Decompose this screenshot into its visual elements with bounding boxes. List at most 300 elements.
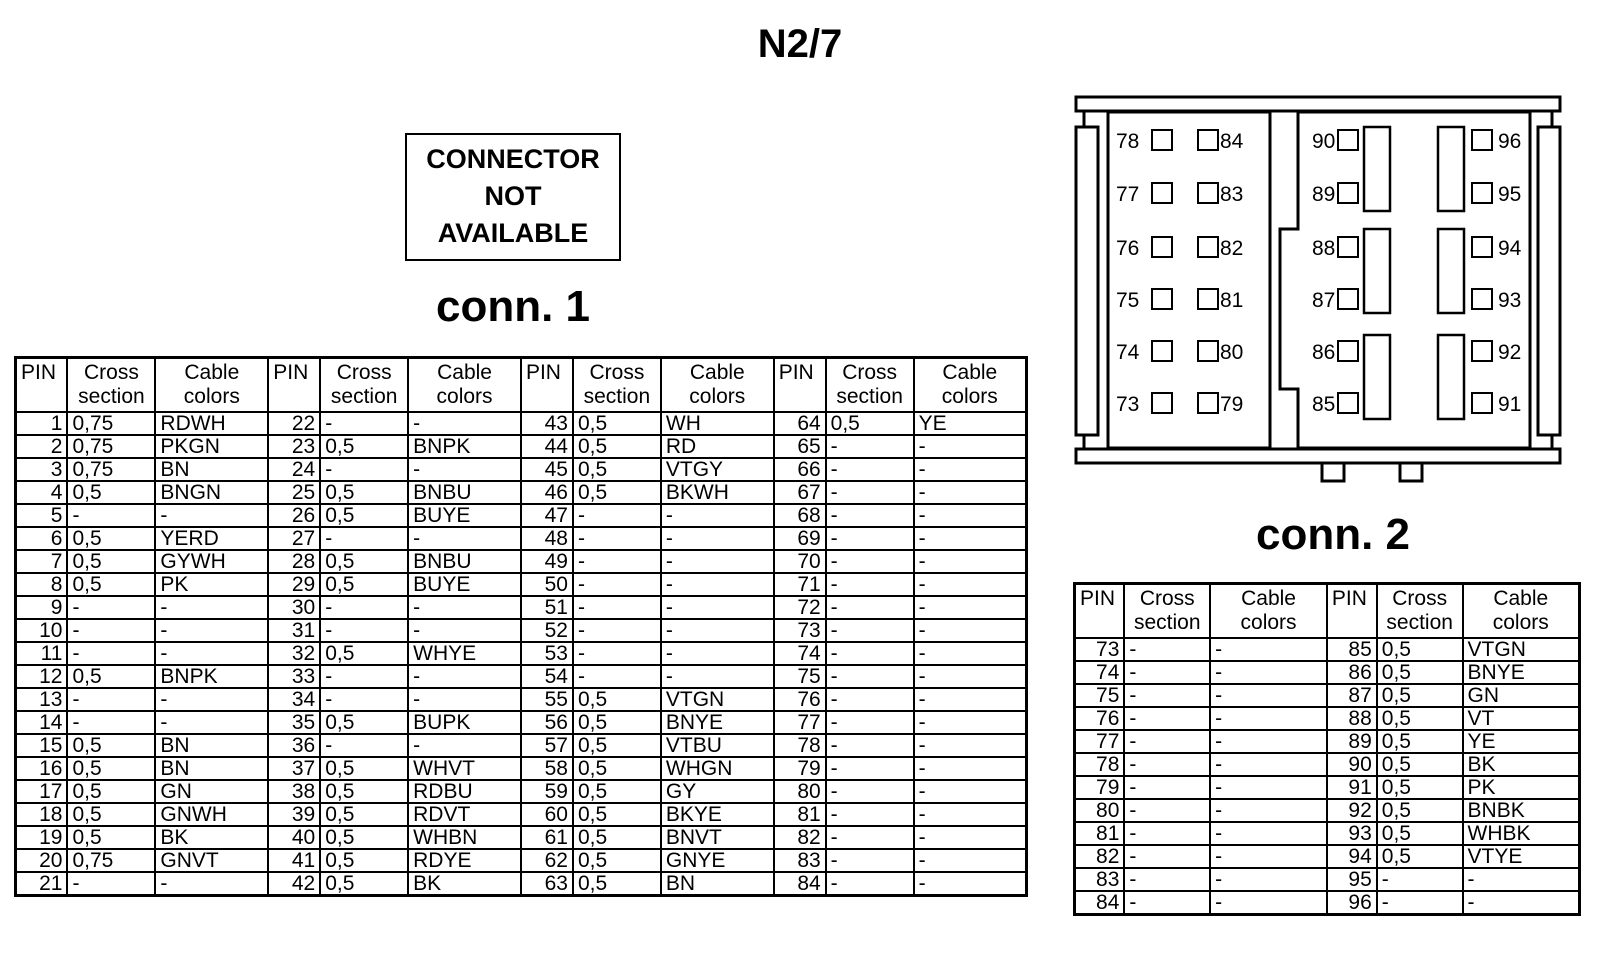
pin-number: 29 [268,573,320,596]
table-row [1075,684,1580,707]
pin-cavity [1338,341,1358,361]
cross-section-value: 0,5 [67,780,155,803]
cross-section-value: - [826,619,914,642]
cross-section-value: - [1124,845,1210,868]
cable-color-value: BN [155,757,268,780]
cross-section-value: - [826,849,914,872]
pin-number: 60 [521,803,573,826]
connector-pinout-diagram [1068,93,1568,485]
cable-color-value: - [1210,799,1327,822]
header-cable-colors [1210,584,1327,639]
cross-section-value: - [826,550,914,573]
cross-section-value: 0,5 [320,711,408,734]
pin-label: 86 [1312,341,1336,364]
header-text: section [583,385,651,408]
cross-section-value: - [1124,661,1210,684]
pin-cavity [1338,130,1358,150]
pin-number: 20 [16,849,68,872]
cross-section-value: 0,5 [1377,845,1463,868]
latch-slot [1438,229,1464,313]
cross-section-value: 0,5 [67,734,155,757]
pin-number: 57 [521,734,573,757]
cross-section-value: - [826,481,914,504]
pin-number: 37 [268,757,320,780]
cable-color-value: YE [914,412,1027,435]
cable-color-value: - [1210,638,1327,661]
pin-number: 17 [16,780,68,803]
pin-number: 11 [16,642,68,665]
pin-number: 74 [774,642,826,665]
pin-number: 88 [1327,707,1377,730]
header-pin: PIN [1327,584,1377,639]
cable-color-value: - [914,711,1027,734]
header-cable-colors [914,358,1027,413]
pin-label: 75 [1116,289,1140,312]
pin-number: 80 [774,780,826,803]
cross-section-value: 0,5 [320,826,408,849]
header-text: colors [1240,611,1297,634]
pin-cavity [1472,341,1492,361]
cable-color-value: - [661,642,774,665]
cross-section-value: 0,5 [1377,684,1463,707]
table-row [16,504,1027,527]
cross-section-value: - [320,412,408,435]
pin-number: 22 [268,412,320,435]
cross-section-value: - [1377,891,1463,915]
pin-number: 83 [1075,868,1125,891]
cross-section-value: - [826,872,914,896]
cable-color-value: - [155,596,268,619]
table-row [16,458,1027,481]
cable-color-value: WHVT [408,757,521,780]
pin-label: 80 [1220,341,1244,364]
cable-color-value: VT [1463,707,1580,730]
cable-color-value: - [1210,730,1327,753]
pin-number: 33 [268,665,320,688]
pin-number: 67 [774,481,826,504]
pin-number: 34 [268,688,320,711]
cross-section-value: - [320,665,408,688]
pin-number: 35 [268,711,320,734]
cable-color-value: WHGN [661,757,774,780]
pin-number: 28 [268,550,320,573]
table-row [16,435,1027,458]
cable-color-value: GN [155,780,268,803]
table-row [1075,638,1580,661]
cross-section-value: 0,5 [1377,730,1463,753]
header-cross-section [573,358,661,413]
pin-cavity [1152,130,1172,150]
pin-number: 48 [521,527,573,550]
cross-section-value: 0,5 [573,412,661,435]
cross-section-value: - [826,435,914,458]
notice-line: AVAILABLE [437,218,589,248]
cable-color-value: - [914,596,1027,619]
table-row [1075,868,1580,891]
pin-number: 15 [16,734,68,757]
cable-color-value: BNGN [155,481,268,504]
cable-color-value: BK [408,872,521,896]
table-row [16,711,1027,734]
cable-color-value: - [914,780,1027,803]
cross-section-value: - [573,504,661,527]
conn1-pin-table [14,356,1028,897]
cross-section-value: 0,5 [320,849,408,872]
cable-color-value: - [408,688,521,711]
cross-section-value: - [826,527,914,550]
pin-number: 50 [521,573,573,596]
housing-key-right [1400,463,1422,481]
pin-label: 94 [1498,237,1522,260]
pin-number: 71 [774,573,826,596]
cross-section-value: 0,5 [67,527,155,550]
cross-section-value: - [826,780,914,803]
cable-color-value: - [1463,891,1580,915]
cable-color-value: - [1210,707,1327,730]
cross-section-value: 0,5 [67,481,155,504]
pin-number: 94 [1327,845,1377,868]
table-row [1075,707,1580,730]
conn2-pin-table [1073,582,1581,916]
pin-number: 32 [268,642,320,665]
cable-color-value: - [1210,776,1327,799]
cable-color-value: BNYE [1463,661,1580,684]
pin-label: 79 [1220,393,1244,416]
cable-color-value: - [408,734,521,757]
table-row [16,780,1027,803]
header-cable-colors [408,358,521,413]
cross-section-value: - [573,665,661,688]
cross-section-value: 0,5 [1377,661,1463,684]
cable-color-value: - [914,849,1027,872]
cable-color-value: BK [1463,753,1580,776]
cross-section-value: - [67,711,155,734]
cable-color-value: GNYE [661,849,774,872]
pin-number: 81 [774,803,826,826]
cable-color-value: - [1210,753,1327,776]
pin-number: 3 [16,458,68,481]
cable-color-value: - [914,665,1027,688]
pin-label: 74 [1116,341,1140,364]
pin-label: 85 [1312,393,1336,416]
pin-number: 44 [521,435,573,458]
header-cross-section [67,358,155,413]
pin-number: 14 [16,711,68,734]
pin-label: 76 [1116,237,1140,260]
pin-cavity [1338,183,1358,203]
cable-color-value: - [914,803,1027,826]
pin-label: 73 [1116,393,1140,416]
cross-section-value: 0,5 [573,849,661,872]
table-row [16,412,1027,435]
pin-cavity [1152,289,1172,309]
pin-number: 24 [268,458,320,481]
cross-section-value: - [67,504,155,527]
pin-number: 8 [16,573,68,596]
pin-cavity [1472,183,1492,203]
pin-number: 40 [268,826,320,849]
latch-slot [1364,229,1390,313]
pin-cavity [1338,393,1358,413]
pin-number: 47 [521,504,573,527]
header-pin: PIN [1075,584,1125,639]
cross-section-value: 0,5 [1377,799,1463,822]
cable-color-value: - [408,412,521,435]
pin-number: 51 [521,596,573,619]
pin-cavity [1472,130,1492,150]
cable-color-value: BNVT [661,826,774,849]
cross-section-value: 0,5 [573,435,661,458]
cross-section-value: - [67,872,155,896]
cable-color-value: - [661,596,774,619]
cable-color-value: BNBK [1463,799,1580,822]
latch-slot [1438,335,1464,419]
header-text: section [1386,611,1453,634]
cross-section-value: 0,5 [320,504,408,527]
cross-section-value: 0,5 [320,642,408,665]
header-pin: PIN [521,358,573,413]
cable-color-value: - [408,596,521,619]
cable-color-value: - [155,642,268,665]
header-text: Cross [589,361,645,384]
cable-color-value: - [914,757,1027,780]
cross-section-value: 0,5 [826,412,914,435]
cable-color-value: BKWH [661,481,774,504]
cable-color-value: - [155,688,268,711]
cable-color-value: RDWH [155,412,268,435]
cross-section-value: 0,5 [320,550,408,573]
cable-color-value: WHBK [1463,822,1580,845]
pin-number: 96 [1327,891,1377,915]
cable-color-value: - [914,458,1027,481]
cable-color-value: BN [155,734,268,757]
cable-color-value: BUYE [408,573,521,596]
cross-section-value: - [573,619,661,642]
cable-color-value: BN [155,458,268,481]
pin-cavity [1198,237,1218,257]
cable-color-value: GNWH [155,803,268,826]
cross-section-value: - [1124,684,1210,707]
header-text: Cable [942,361,998,384]
cable-color-value: PKGN [155,435,268,458]
cross-section-value: - [826,688,914,711]
pin-number: 78 [774,734,826,757]
cable-color-value: - [914,481,1027,504]
cable-color-value: - [914,527,1027,550]
pin-number: 59 [521,780,573,803]
cross-section-value: - [1124,822,1210,845]
pin-cavity [1472,393,1492,413]
header-cable-colors [1463,584,1580,639]
cable-color-value: - [661,527,774,550]
cross-section-value: - [573,596,661,619]
pin-label: 83 [1220,183,1244,206]
cable-color-value: - [408,665,521,688]
pin-number: 49 [521,550,573,573]
pin-cavity [1472,237,1492,257]
pin-number: 77 [1075,730,1125,753]
cable-color-value: BNYE [661,711,774,734]
pin-label: 82 [1220,237,1244,260]
header-text: section [78,385,145,408]
cross-section-value: 0,5 [67,573,155,596]
pin-number: 38 [268,780,320,803]
pin-number: 76 [1075,707,1125,730]
cable-color-value: PK [1463,776,1580,799]
pin-cavity [1198,289,1218,309]
cross-section-value: 0,5 [320,803,408,826]
header-text: section [1134,611,1201,634]
pin-number: 25 [268,481,320,504]
cable-color-value: BNPK [155,665,268,688]
pin-number: 39 [268,803,320,826]
cross-section-value: - [1124,776,1210,799]
pin-number: 69 [774,527,826,550]
cross-section-value: - [1377,868,1463,891]
cable-color-value: - [1210,891,1327,915]
cross-section-value: 0,5 [320,481,408,504]
table-row [16,527,1027,550]
pin-number: 82 [1075,845,1125,868]
latch-slot [1364,335,1390,419]
cross-section-value: 0,5 [573,734,661,757]
cable-color-value: - [155,504,268,527]
cross-section-value: - [826,826,914,849]
cable-color-value: BK [155,826,268,849]
pin-label: 87 [1312,289,1336,312]
header-text: Cross [84,361,139,384]
cable-color-value: BNBU [408,481,521,504]
cross-section-value: - [826,596,914,619]
table-row [16,596,1027,619]
cross-section-value: 0,5 [573,780,661,803]
cross-section-value: - [320,596,408,619]
pin-number: 56 [521,711,573,734]
cable-color-value: - [914,504,1027,527]
cable-color-value: BN [661,872,774,896]
cable-color-value: - [661,573,774,596]
cable-color-value: - [408,527,521,550]
cross-section-value: - [573,573,661,596]
cross-section-value: - [826,711,914,734]
pin-number: 12 [16,665,68,688]
cross-section-value: 0,5 [67,826,155,849]
header-text: Cross [842,361,898,384]
pin-number: 55 [521,688,573,711]
pin-number: 66 [774,458,826,481]
pin-cavity [1472,289,1492,309]
pin-number: 42 [268,872,320,896]
cross-section-value: - [826,504,914,527]
pin-cavity [1152,237,1172,257]
cable-color-value: - [155,711,268,734]
pin-number: 87 [1327,684,1377,707]
cable-color-value: VTGY [661,458,774,481]
cross-section-value: 0,5 [1377,638,1463,661]
pin-number: 84 [774,872,826,896]
table-row [16,481,1027,504]
cross-section-value: 0,5 [320,780,408,803]
pin-number: 1 [16,412,68,435]
cross-section-value: 0,5 [320,872,408,896]
pin-number: 54 [521,665,573,688]
cable-color-value: GNVT [155,849,268,872]
cross-section-value: - [1124,638,1210,661]
cable-color-value: - [155,619,268,642]
pin-number: 53 [521,642,573,665]
table-row [16,642,1027,665]
cable-color-value: - [914,734,1027,757]
cross-section-value: 0,5 [573,458,661,481]
cross-section-value: 0,75 [67,458,155,481]
header-cross-section [826,358,914,413]
table-row [16,619,1027,642]
cross-section-value: 0,5 [573,872,661,896]
table-row [16,688,1027,711]
housing-side-slot-left [1084,127,1098,435]
cross-section-value: 0,5 [320,757,408,780]
cross-section-value: - [1124,799,1210,822]
pin-number: 79 [774,757,826,780]
cable-color-value: BNPK [408,435,521,458]
cable-color-value: - [914,826,1027,849]
cross-section-value: - [826,665,914,688]
pin-number: 13 [16,688,68,711]
notice-line: NOT [484,181,542,211]
header-pin: PIN [16,358,68,413]
cable-color-value: - [914,550,1027,573]
cross-section-value: 0,5 [320,573,408,596]
cable-color-value: VTYE [1463,845,1580,868]
cable-color-value: GYWH [155,550,268,573]
cross-section-value: - [573,642,661,665]
conn1-label: conn. 1 [436,282,591,331]
pin-number: 7 [16,550,68,573]
cable-color-value: YE [1463,730,1580,753]
cross-section-value: - [826,642,914,665]
header-text: colors [1492,611,1549,634]
header-cable-colors [155,358,268,413]
cross-section-value: - [320,527,408,550]
pin-number: 61 [521,826,573,849]
cross-section-value: - [826,458,914,481]
cable-color-value: WHYE [408,642,521,665]
cable-color-value: VTBU [661,734,774,757]
pin-number: 43 [521,412,573,435]
header-text: Cable [689,361,745,384]
cable-color-value: - [914,642,1027,665]
cable-color-value: - [914,435,1027,458]
pin-number: 6 [16,527,68,550]
pin-number: 82 [774,826,826,849]
cross-section-value: - [320,688,408,711]
pin-number: 80 [1075,799,1125,822]
table-row [16,573,1027,596]
cross-section-value: 0,5 [573,803,661,826]
cable-color-value: - [155,872,268,896]
pin-number: 21 [16,872,68,896]
cross-section-value: - [320,734,408,757]
pin-number: 26 [268,504,320,527]
pin-number: 9 [16,596,68,619]
table-row [1075,845,1580,868]
header-cross-section [320,358,408,413]
pin-number: 23 [268,435,320,458]
page-title: N2/7 [757,22,843,66]
pin-number: 89 [1327,730,1377,753]
cable-color-value: - [914,619,1027,642]
table-row [1075,776,1580,799]
